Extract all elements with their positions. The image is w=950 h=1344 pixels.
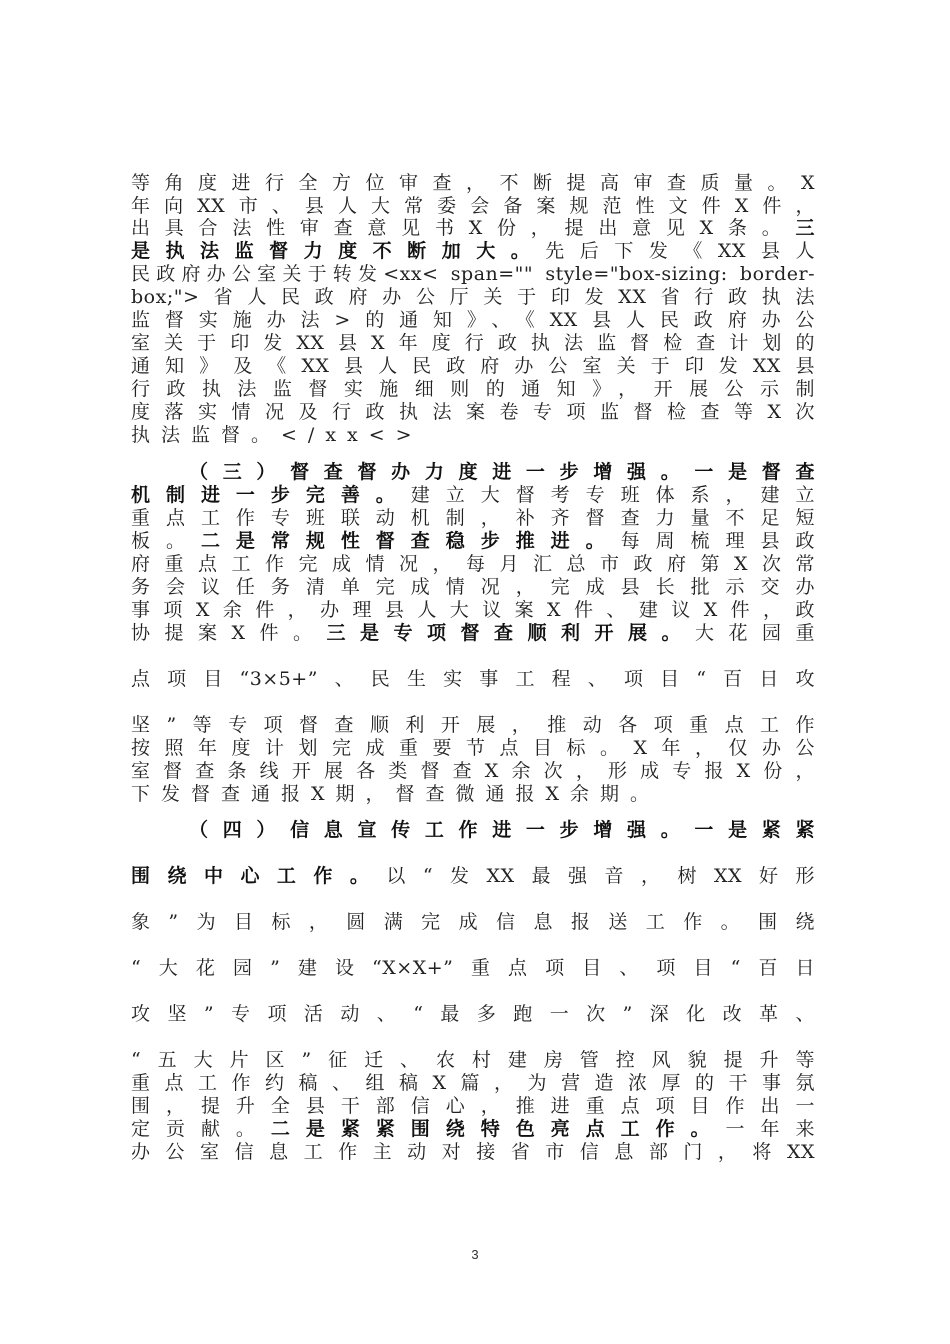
text-line	[131, 552, 815, 576]
text-segment: 攻坚”专项活动、“最多跑一次”深化改革、	[131, 1003, 815, 1025]
text-segment: 等角度进行全方位审查，不断提高审查质量。X	[131, 172, 815, 194]
text-line	[131, 331, 815, 355]
text-segment: 协提案X件。	[131, 622, 327, 644]
text-line	[131, 1048, 815, 1072]
text-segment: 执法监督。</xx<>	[131, 424, 423, 446]
bold-text-segment: 围绕中心工作。	[131, 865, 387, 887]
bold-text-segment: 是执法监督力度不断加大。	[131, 240, 546, 262]
text-line	[131, 1094, 815, 1118]
text-line	[131, 759, 815, 783]
bold-text-segment: 三	[795, 217, 815, 239]
bold-text-segment: 三是专项督查顺利开展。	[326, 622, 695, 644]
text-segment: 行政执法监督实施细则的通知》，开展公示制	[131, 378, 815, 400]
text-segment: 出具合法性审查意见书X份，提出意见X条。	[131, 217, 796, 239]
text-line	[131, 1117, 815, 1141]
text-line	[131, 423, 815, 447]
text-line	[131, 506, 815, 530]
text-segment: 事项X余件，办理县人大议案X件、建议X件，政	[131, 599, 815, 621]
text-line	[131, 354, 815, 378]
page-number: 3	[471, 1247, 479, 1262]
text-line	[131, 621, 815, 645]
text-line	[131, 575, 815, 599]
text-segment: 重点工作专班联动机制，补齐督查力量不足短	[131, 507, 815, 529]
text-segment: 先后下发《XX县人	[545, 240, 815, 262]
text-line	[131, 529, 815, 553]
text-segment: 府重点工作完成情况，每月汇总市政府第X次常	[131, 553, 815, 575]
text-segment: 监督实施办法>的通知》、《XX县人民政府办公	[131, 309, 815, 331]
text-line	[189, 460, 815, 484]
text-segment: 每周梳理县政	[620, 530, 815, 552]
bold-text-segment: （四）信息宣传工作进一步增强。一是紧紧	[189, 819, 815, 841]
text-line	[131, 377, 815, 401]
bold-text-segment: 二是常规性督查稳步推进。	[200, 530, 621, 552]
text-line	[131, 1071, 815, 1095]
text-line	[131, 308, 815, 332]
bold-text-segment: 二是紧紧围绕特色亮点工作。	[270, 1118, 726, 1140]
text-line	[131, 598, 815, 622]
text-line	[131, 864, 815, 888]
text-segment: 大花园重	[694, 622, 815, 644]
text-segment: 重点工作约稿、组稿X篇，为营造浓厚的干事氛	[131, 1072, 815, 1094]
text-segment: 按照年度计划完成重要节点目标。X年，仅办公	[131, 737, 815, 759]
text-line	[131, 483, 815, 507]
text-segment: 民政府办公室关于转发<xx< span="" style="box-sizing: border-	[131, 263, 815, 285]
text-line	[131, 736, 815, 760]
text-segment: 围，提升全县干部信心，推进重点项目作出一	[131, 1095, 815, 1117]
text-line	[131, 285, 815, 309]
text-line	[131, 216, 815, 240]
text-line	[131, 400, 815, 424]
text-line	[131, 194, 815, 218]
bold-text-segment: （三）督查督办力度进一步增强。一是督查	[189, 461, 815, 483]
text-segment: 象”为目标，圆满完成信息报送工作。围绕	[131, 911, 815, 933]
text-segment: 以“发XX最强音，树XX好形	[386, 865, 815, 887]
text-segment: 室督查条线开展各类督查X余次，形成专报X份，	[131, 760, 815, 782]
text-line	[131, 782, 815, 806]
text-line	[131, 171, 815, 195]
text-segment: 定贡献。	[131, 1118, 271, 1140]
text-segment: 一年来	[725, 1118, 815, 1140]
text-segment: 通知》及《XX县人民政府办公室关于印发XX县	[131, 355, 815, 377]
text-segment: 务会议任务清单完成情况，完成县长批示交办	[131, 576, 815, 598]
text-line	[131, 262, 815, 286]
text-line	[189, 818, 815, 842]
text-segment: 坚”等专项督查顺利开展，推动各项重点工作	[131, 714, 815, 736]
text-segment: 建立大督考专班体系，建立	[410, 484, 815, 506]
bold-text-segment: 机制进一步完善。	[131, 484, 411, 506]
text-segment: 点项目“3×5+”、民生实事工程、项目“百日攻	[131, 668, 815, 690]
text-segment: “五大片区”征迁、农村建房管控风貌提升等	[131, 1049, 815, 1071]
text-line	[131, 910, 815, 934]
text-segment: 板。	[131, 530, 201, 552]
text-line	[131, 667, 815, 691]
text-line	[131, 1002, 815, 1026]
text-line	[131, 1140, 815, 1164]
text-segment: 度落实情况及行政执法案卷专项监督检查等X次	[131, 401, 815, 423]
text-segment: 办公室信息工作主动对接省市信息部门，将XX	[131, 1141, 815, 1163]
text-segment: box;">省人民政府办公厅关于印发XX省行政执法	[131, 286, 815, 308]
text-line	[131, 956, 815, 980]
text-segment: “大花园”建设“X×X+”重点项目、项目“百日	[131, 957, 815, 979]
text-segment: 室关于印发XX县X年度行政执法监督检查计划的	[131, 332, 815, 354]
text-line	[131, 713, 815, 737]
text-segment: 下发督查通报X期，督查微通报X余期。	[131, 783, 661, 805]
text-segment: 年向XX市、县人大常委会备案规范性文件X件，	[131, 195, 815, 217]
text-line	[131, 239, 815, 263]
